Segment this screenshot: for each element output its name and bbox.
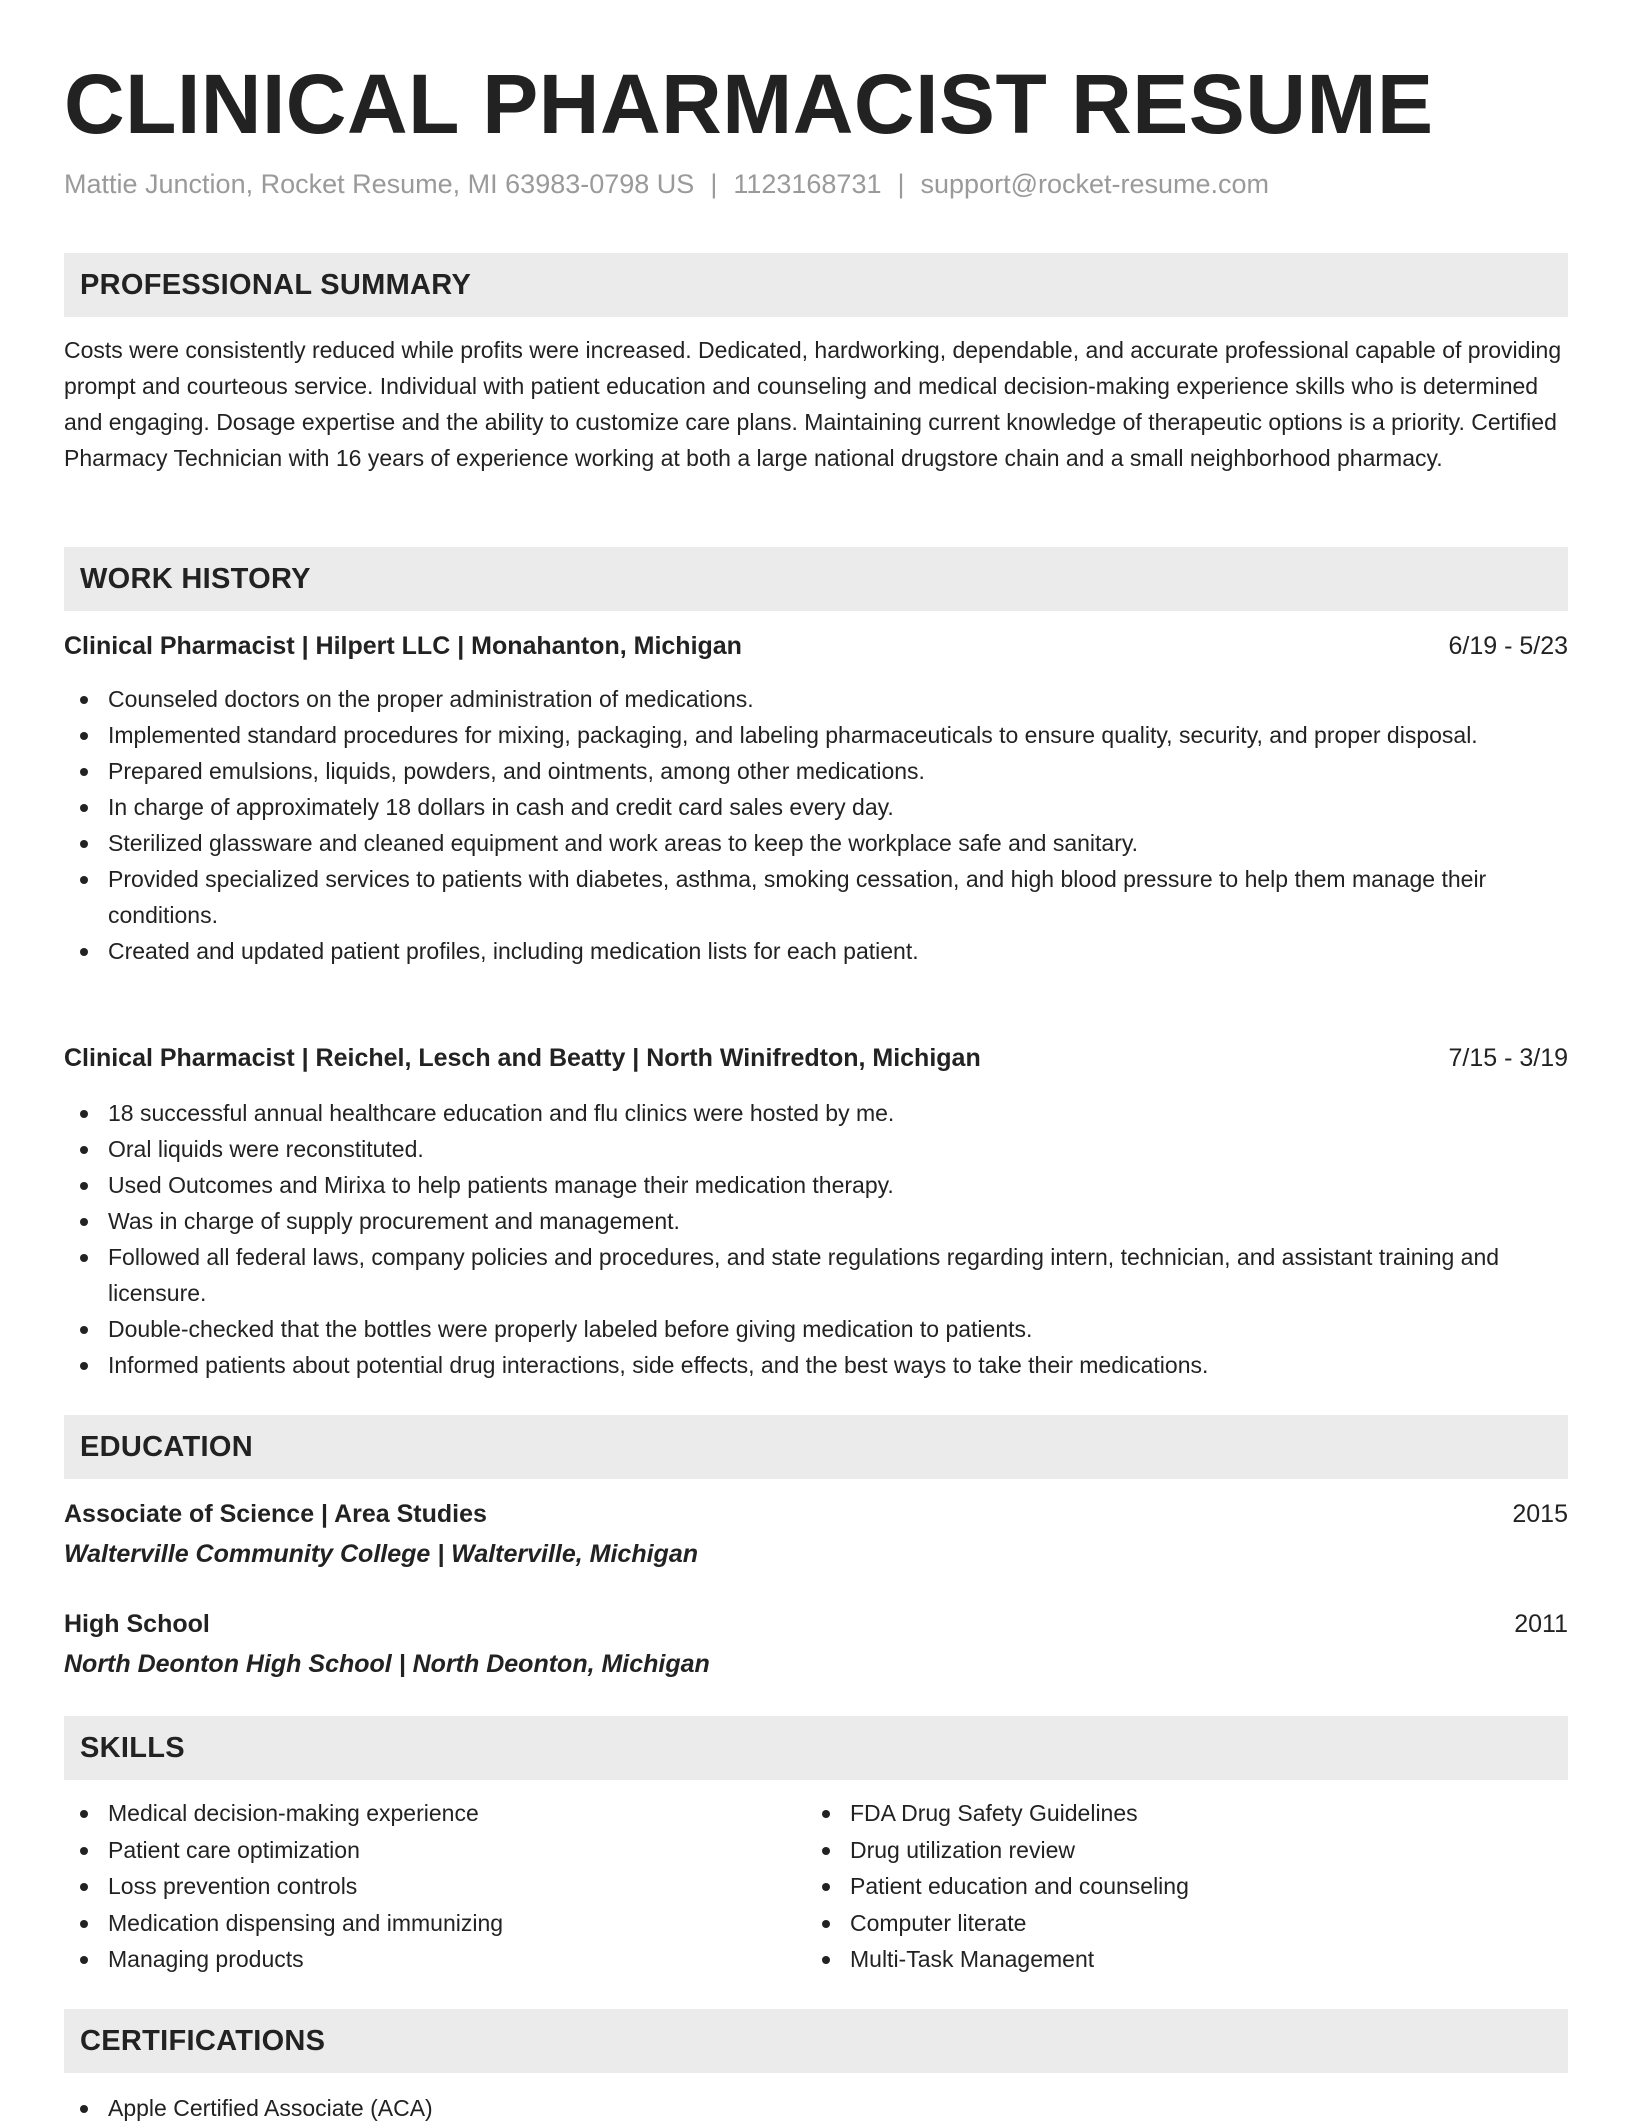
education-heading: EDUCATION [80, 1431, 253, 1463]
certifications-section-header [64, 2009, 1568, 2073]
education-entry [64, 1606, 1568, 1682]
skills-list-left [64, 1795, 764, 1978]
certification-item: Apple Certified Associate (ACA) [64, 2090, 1568, 2126]
skill-item: Medical decision-making experience [64, 1795, 764, 1832]
skill-item: Patient education and counseling [806, 1868, 1506, 1905]
skills-section-header [64, 1716, 1568, 1780]
education-year: 2015 [1512, 1500, 1568, 1528]
job-bullet: 18 successful annual healthcare education and flu clinics were hosted by me. [64, 1095, 1568, 1131]
contact-line [64, 166, 1269, 202]
skill-item: Multi-Task Management [806, 1941, 1506, 1978]
job-bullet: Counseled doctors on the proper administration of medications. [64, 681, 1568, 717]
job-dates: 7/15 - 3/19 [1448, 1044, 1568, 1072]
skill-item: Drug utilization review [806, 1832, 1506, 1869]
job-bullet-list [64, 681, 1568, 969]
skill-item: Medication dispensing and immunizing [64, 1905, 764, 1942]
job-bullet: Oral liquids were reconstituted. [64, 1131, 1568, 1167]
job-bullet: In charge of approximately 18 dollars in cash and credit card sales every day. [64, 789, 1568, 825]
job-bullet: Double-checked that the bottles were properly labeled before giving medication to patients. [64, 1311, 1568, 1347]
job-bullet: Prepared emulsions, liquids, powders, and ointments, among other medications. [64, 753, 1568, 789]
job-bullet: Informed patients about potential drug interactions, side effects, and the best ways to take their medications. [64, 1347, 1568, 1383]
education-degree: Associate of Science | Area Studies [64, 1500, 487, 1528]
certifications-list [64, 2090, 1568, 2126]
skill-item: Computer literate [806, 1905, 1506, 1942]
contact-phone: 1123168731 [733, 169, 882, 199]
job-header [64, 1040, 1568, 1076]
education-section-header [64, 1415, 1568, 1479]
job-bullet: Provided specialized services to patients with diabetes, asthma, smoking cessation, and high blood pressure to help them manage their conditions. [64, 861, 1568, 933]
job-bullet: Was in charge of supply procurement and management. [64, 1203, 1568, 1239]
contact-separator: | [897, 169, 905, 199]
job-dates: 6/19 - 5/23 [1448, 632, 1568, 660]
job-bullet: Sterilized glassware and cleaned equipment and work areas to keep the workplace safe and sanitary. [64, 825, 1568, 861]
summary-text: Costs were consistently reduced while profits were increased. Dedicated, hardworking, dependable, and accurate professional capable of providing prompt and courteous service. Individual with patient education and counseling and medical decision-making experience skills who is determined and engaging. Dosage expertise and the ability to customize care plans. Maintaining current knowledge of therapeutic options is a priority. Certified Pharmacy Technician with 16 years of experience working at both a large national drugstore chain and a small neighborhood pharmacy. [64, 337, 1562, 471]
resume-title: CLINICAL PHARMACIST RESUME [64, 57, 1434, 151]
job-bullet: Followed all federal laws, company policies and procedures, and state regulations regarding intern, technician, and assistant training and licensure. [64, 1239, 1568, 1311]
education-entry [64, 1496, 1568, 1572]
work-heading: WORK HISTORY [80, 563, 311, 595]
skill-item: FDA Drug Safety Guidelines [806, 1795, 1506, 1832]
job-bullet: Implemented standard procedures for mixing, packaging, and labeling pharmaceuticals to ensure quality, security, and proper disposal. [64, 717, 1568, 753]
skills-heading: SKILLS [80, 1732, 185, 1764]
summary-section-header [64, 253, 1568, 317]
skill-item: Managing products [64, 1941, 764, 1978]
job-header [64, 628, 1568, 664]
job-bullet: Used Outcomes and Mirixa to help patients manage their medication therapy. [64, 1167, 1568, 1203]
certifications-heading: CERTIFICATIONS [80, 2025, 326, 2057]
education-year: 2011 [1514, 1610, 1568, 1638]
contact-address: Mattie Junction, Rocket Resume, MI 63983-0798 US [64, 169, 695, 199]
education-school: Walterville Community College | Walterville, Michigan [64, 1540, 698, 1568]
contact-separator: | [710, 169, 718, 199]
education-degree: High School [64, 1610, 210, 1638]
skill-item: Patient care optimization [64, 1832, 764, 1869]
skill-item: Loss prevention controls [64, 1868, 764, 1905]
job-title: Clinical Pharmacist | Reichel, Lesch and Beatty | North Winifredton, Michigan [64, 1044, 981, 1072]
summary-heading: PROFESSIONAL SUMMARY [80, 269, 472, 301]
job-bullet-list [64, 1095, 1568, 1383]
job-title: Clinical Pharmacist | Hilpert LLC | Monahanton, Michigan [64, 632, 742, 660]
skills-list-right [806, 1795, 1506, 1978]
education-school: North Deonton High School | North Deonton, Michigan [64, 1650, 710, 1678]
work-section-header [64, 547, 1568, 611]
job-bullet: Created and updated patient profiles, including medication lists for each patient. [64, 933, 1568, 969]
contact-email: support@rocket-resume.com [920, 169, 1270, 199]
